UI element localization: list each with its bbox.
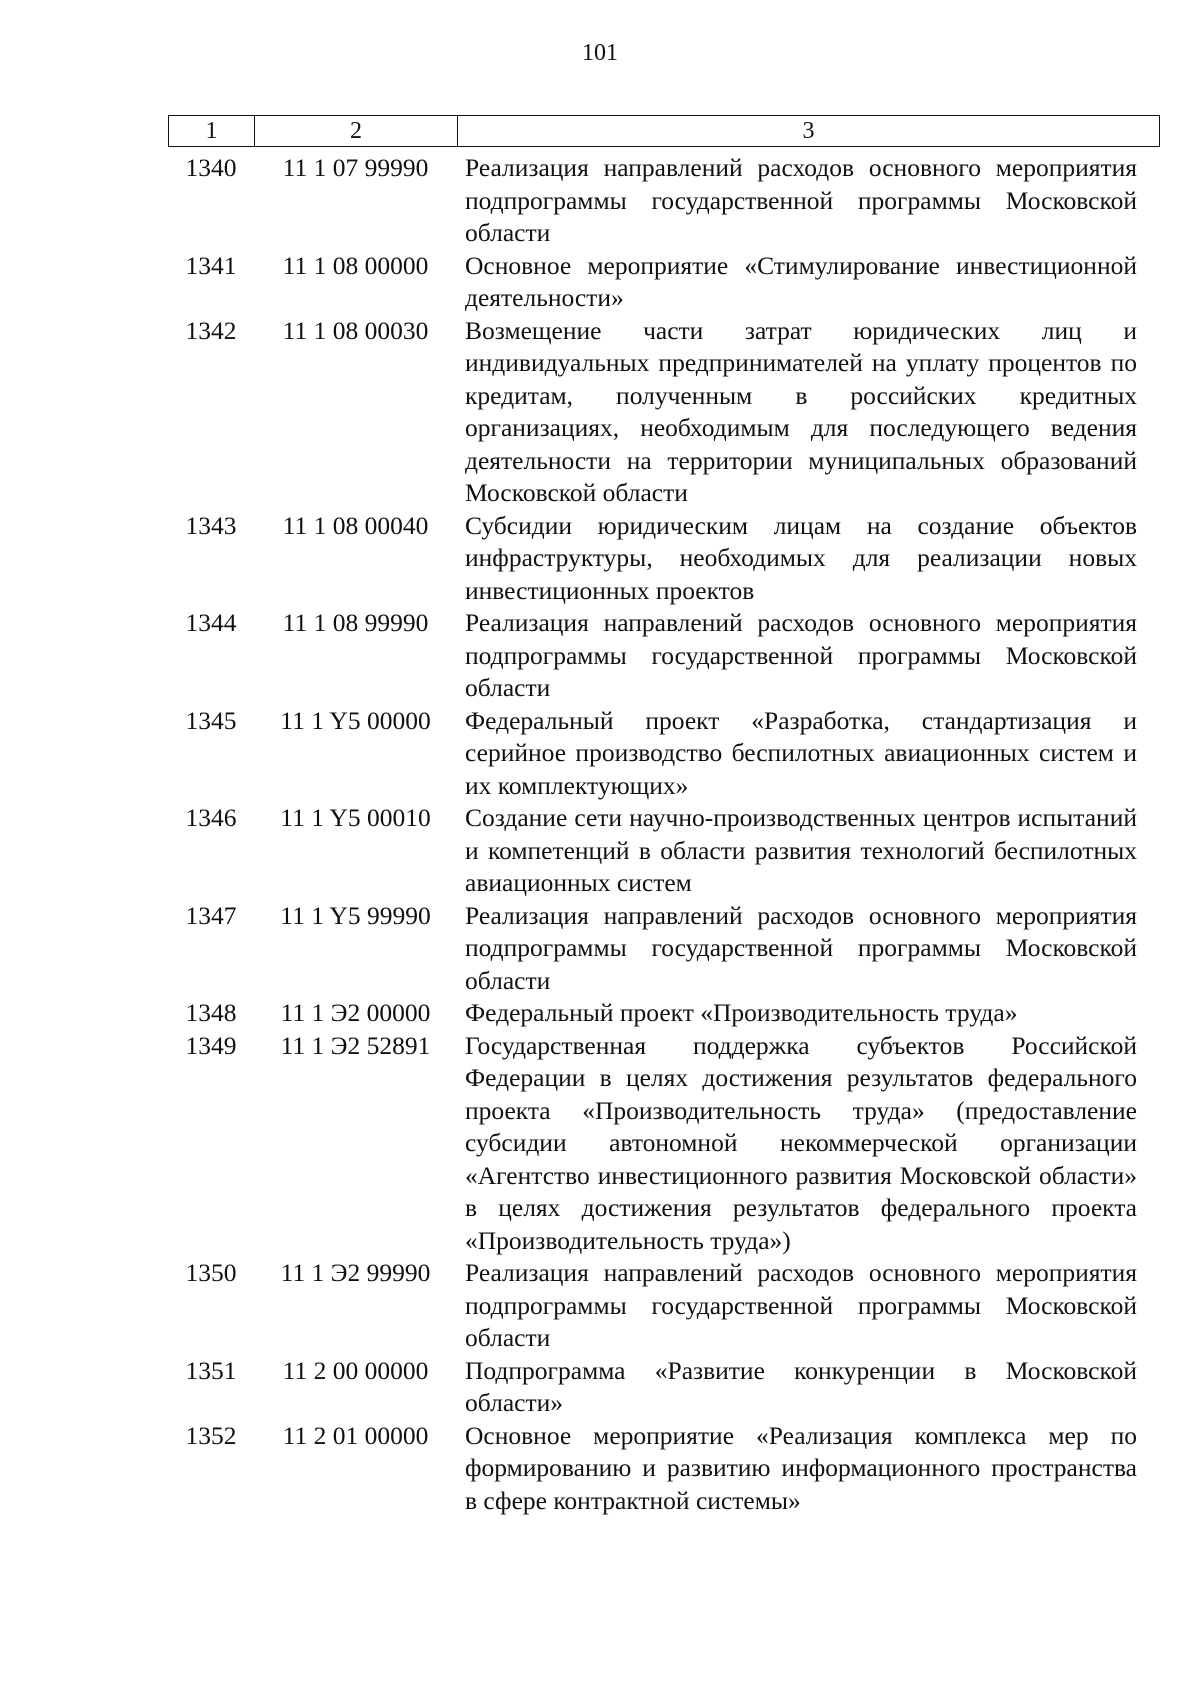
row-code: 11 1 Y5 99990 xyxy=(280,900,431,930)
row-description: Создание сети научно-производственных центров испытаний и компетенций в области развития технологий беспилотных авиационных систем xyxy=(465,803,1137,897)
row-description: Реализация направлений расходов основного мероприятия подпрограммы государственной программы Московской области xyxy=(465,900,1137,995)
table-row xyxy=(168,705,1160,803)
row-code: 11 2 00 00000 xyxy=(282,1355,429,1385)
row-description: Основное мероприятие «Реализация комплекса мер по формированию и развитию информационного пространства в сфере контрактной системы» xyxy=(465,1420,1137,1515)
page-number: 101 xyxy=(582,40,618,66)
row-number: 1342 xyxy=(185,315,237,345)
header-col-2: 2 xyxy=(255,116,458,146)
row-description: Реализация направлений расходов основного мероприятия подпрограммы государственной программы Московской области xyxy=(465,608,1137,702)
table-row xyxy=(168,997,1160,1030)
row-code: 11 1 Э2 52891 xyxy=(280,1030,431,1060)
row-number: 1346 xyxy=(185,803,237,832)
row-code: 11 1 08 00000 xyxy=(282,250,429,280)
table-row xyxy=(168,1257,1160,1355)
row-description: Реализация направлений расходов основного мероприятия подпрограммы государственной программы Московской области xyxy=(465,1258,1137,1352)
table-row xyxy=(168,802,1160,900)
header-col-3: 3 xyxy=(802,118,815,144)
row-number: 1343 xyxy=(185,510,237,540)
row-description: Реализация направлений расходов основного мероприятия подпрограммы государственной программы Московской области xyxy=(465,153,1137,247)
row-description: Субсидии юридическим лицам на создание объектов инфраструктуры, необходимых для реализации новых инвестиционных проектов xyxy=(465,510,1137,605)
row-code: 11 1 07 99990 xyxy=(282,153,429,182)
table-row xyxy=(168,315,1160,510)
row-description: Федеральный проект «Разработка, стандартизация и серийное производство беспилотных авиационных систем и их комплектующих» xyxy=(465,705,1137,800)
row-description: Федеральный проект «Производительность труда» xyxy=(465,998,1018,1027)
row-code: 11 1 Y5 00000 xyxy=(280,705,431,735)
table-row xyxy=(168,152,1160,250)
row-code: 11 1 08 00030 xyxy=(282,315,429,345)
row-number: 1344 xyxy=(185,608,237,637)
table-row xyxy=(168,1030,1160,1258)
row-description: Основное мероприятие «Стимулирование инвестиционной деятельности» xyxy=(465,250,1137,312)
row-code: 11 1 Y5 00010 xyxy=(280,803,431,832)
row-code: 11 1 08 00040 xyxy=(282,510,429,540)
table-row xyxy=(168,900,1160,998)
row-number: 1352 xyxy=(185,1420,237,1450)
row-number: 1349 xyxy=(185,1030,237,1060)
row-description: Государственная поддержка субъектов Российской Федерации в целях достижения результатов федерального проекта «Производительность труда» (предоставление субсидии автономной некоммерческой организации «Агентство инвестиционного развития Московской области» в целях достижения результатов федерального проекта «Производительность труда») xyxy=(465,1030,1137,1255)
table-row xyxy=(168,1420,1160,1518)
row-number: 1348 xyxy=(185,998,237,1027)
table-row xyxy=(168,250,1160,315)
row-description: Подпрограмма «Развитие конкуренции в Московской области» xyxy=(465,1355,1137,1417)
row-number: 1340 xyxy=(185,153,237,182)
row-number: 1350 xyxy=(185,1258,237,1287)
table-row xyxy=(168,1355,1160,1420)
row-code: 11 1 Э2 00000 xyxy=(280,998,431,1027)
row-number: 1351 xyxy=(185,1355,237,1385)
table-body xyxy=(168,152,1160,1517)
row-code: 11 1 Э2 99990 xyxy=(280,1258,431,1287)
row-number: 1347 xyxy=(185,900,237,930)
row-code: 11 2 01 00000 xyxy=(282,1420,429,1450)
table-row xyxy=(168,607,1160,705)
row-description: Возмещение части затрат юридических лиц и индивидуальных предпринимателей на уплату процентов по кредитам, полученным в российских кредитных организациях, необходимым для последующего ведения деятельности на территории муниципальных образований Московской области xyxy=(465,315,1137,507)
table-row xyxy=(168,510,1160,608)
header-col-1: 1 xyxy=(169,116,255,146)
row-number: 1345 xyxy=(185,705,237,735)
table-header xyxy=(168,115,1160,147)
row-number: 1341 xyxy=(185,250,237,280)
row-code: 11 1 08 99990 xyxy=(282,608,429,637)
